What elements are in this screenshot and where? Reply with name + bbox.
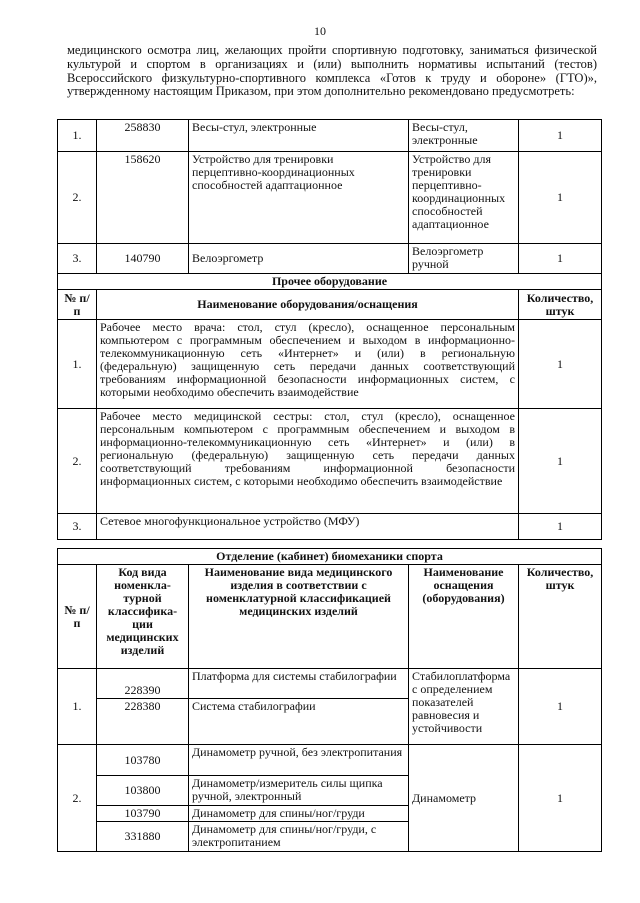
table-row — [58, 152, 602, 244]
quantity: 1 — [519, 745, 602, 852]
row-number: 2. — [58, 152, 97, 244]
row-number: 1. — [58, 120, 97, 152]
nomenclature-code: 140790 — [97, 244, 189, 274]
equipment-description: Рабочее место врача: стол, стул (кресло), оснащенное персональным компьютером с программным обеспечением и выходом в информационно-телекоммуникационную сеть «Интернет» и (или) в региональную (федеральную) защищенную сеть передачи данных соответствующий требованиям информационной безопасности информационных систем, с которыми необходимо обеспечить взаимодействие — [97, 320, 519, 409]
device-name: Динамометр для спины/ног/груди — [189, 806, 409, 822]
quantity: 1 — [519, 152, 602, 244]
row-number: 1. — [58, 669, 97, 745]
quantity: 1 — [519, 409, 602, 514]
header-code: Код вида номенкла-турной классифика-ции медицинских изделий — [97, 565, 189, 669]
row-number: 3. — [58, 244, 97, 274]
section-title-row — [58, 549, 602, 565]
section-title: Прочее оборудование — [58, 274, 602, 290]
table-header-row — [58, 290, 602, 320]
biomechanics-table — [57, 548, 602, 852]
row-number: 3. — [58, 514, 97, 540]
nomenclature-code: 258830 — [97, 120, 189, 152]
nomenclature-code: 103800 — [97, 776, 189, 806]
table-row — [58, 244, 602, 274]
nomenclature-code: 228380 — [97, 699, 189, 745]
header-number: № п/п — [58, 290, 97, 320]
nomenclature-code: 103790 — [97, 806, 189, 822]
row-number: 2. — [58, 745, 97, 852]
header-equipment-name: Наименование оборудования/оснащения — [97, 290, 519, 320]
device-name: Динамометр для спины/ног/груди, с электропитанием — [189, 822, 409, 852]
equipment-description: Сетевое многофункциональное устройство (МФУ) — [97, 514, 519, 540]
page-number: 10 — [314, 24, 326, 38]
device-name: Платформа для системы стабилографии — [189, 669, 409, 699]
quantity: 1 — [519, 120, 602, 152]
quantity: 1 — [519, 669, 602, 745]
table-header-row — [58, 565, 602, 669]
table-row — [58, 120, 602, 152]
nomenclature-code: 228390 — [97, 669, 189, 699]
row-number: 1. — [58, 320, 97, 409]
equipment-name: Стабилоплатформа с определением показателей равновесия и устойчивости — [409, 669, 519, 745]
nomenclature-code: 331880 — [97, 822, 189, 852]
intro-paragraph: медицинского осмотра лиц, желающих пройти спортивную подготовку, заниматься физической культурой и спортом в организациях и (или) выполнить нормативы испытаний (тестов) Всероссийского физкультурно-спортивного комплекса «Готов к труду и обороне» (ГТО)», утвержденному настоящим Приказом, при этом дополнительно рекомендовано предусмотреть: — [67, 43, 597, 99]
other-equipment-table — [57, 273, 602, 540]
quantity: 1 — [519, 514, 602, 540]
header-number: № п/п — [58, 565, 97, 669]
equipment-name: Весы-стул, электронные — [409, 120, 519, 152]
device-name: Динамометр ручной, без электропитания — [189, 745, 409, 776]
section-title: Отделение (кабинет) биомеханики спорта — [58, 549, 602, 565]
nomenclature-code: 158620 — [97, 152, 189, 244]
equipment-name: Динамометр — [409, 745, 519, 852]
equipment-name: Велоэргометр ручной — [409, 244, 519, 274]
header-device-name: Наименование вида медицинского изделия в соответствии с номенклатурной классификацией медицинских изделий — [189, 565, 409, 669]
table-row — [58, 745, 602, 776]
equipment-description: Рабочее место медицинской сестры: стол, стул (кресло), оснащенное персональным компьютером с программным обеспечением и выходом в информационно-телекоммуникационную сеть «Интернет» и (или) в региональную (федеральную) защищенную сеть передачи данных соответствующий требованиям информационной безопасности информационных систем, с которыми необходимо обеспечить взаимодействие — [97, 409, 519, 514]
header-equipment-name: Наименование оснащения (оборудования) — [409, 565, 519, 669]
device-name: Велоэргометр — [189, 244, 409, 274]
row-number: 2. — [58, 409, 97, 514]
quantity: 1 — [519, 244, 602, 274]
table-row — [58, 320, 602, 409]
header-quantity: Количество, штук — [519, 290, 602, 320]
device-name: Система стабилографии — [189, 699, 409, 745]
nomenclature-code: 103780 — [97, 745, 189, 776]
table-row — [58, 409, 602, 514]
device-name: Динамометр/измеритель силы щипка ручной, электронный — [189, 776, 409, 806]
table-row — [58, 514, 602, 540]
quantity: 1 — [519, 320, 602, 409]
header-quantity: Количество, штук — [519, 565, 602, 669]
device-name: Весы-стул, электронные — [189, 120, 409, 152]
table-row — [58, 669, 602, 699]
section-title-row — [58, 274, 602, 290]
equipment-name: Устройство для тренировки перцептивно-координационных способностей адаптационное — [409, 152, 519, 244]
equipment-table-continued — [57, 119, 602, 274]
device-name: Устройство для тренировки перцептивно-координационных способностей адаптационное — [189, 152, 409, 244]
